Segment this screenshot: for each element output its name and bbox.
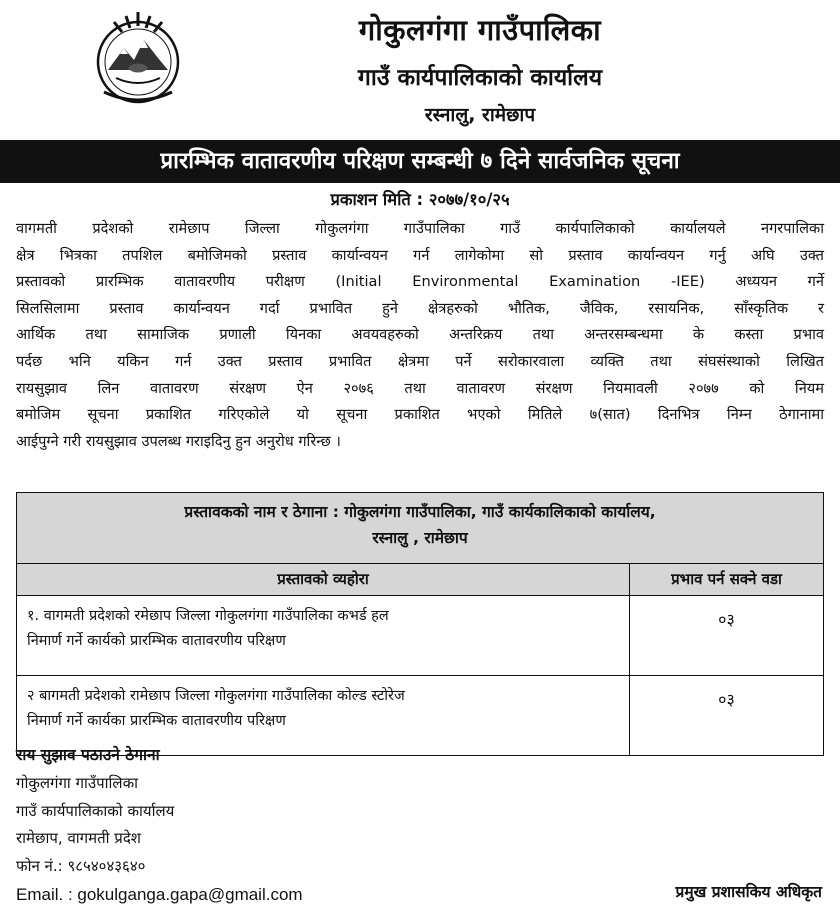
body-line: रायसुझाव लिन वातावरण संरक्षण ऐन २०७६ तथा वातावरण संरक्षण नियमावली २०७७ को नियम	[16, 379, 824, 397]
column-header-ward: प्रभाव पर्न सक्ने वडा	[671, 570, 782, 588]
body-line: क्षेत्र भित्रका तपशिल बमोजिमको प्रस्ताव कार्यान्वयन गर्न लागेकोमा सो प्रस्ताव कार्यान्वयन गर्नु अघि उक्त	[16, 246, 824, 264]
subject-line: निमार्ण गर्ने कार्यका प्रारम्भिक वातावरणीय परिक्षण	[27, 713, 286, 729]
body-line: प्रस्तावको प्रारम्भिक वातावरणीय परीक्षण (Initial Environmental Examination -IEE) अध्ययन गर्ने	[16, 273, 824, 291]
contact-phone: फोन नं.: ९८५४०४३६४०	[16, 857, 146, 876]
body-line: वागमती प्रदेशको रामेछाप जिल्ला गोकुलगंगा गाउँपालिका गाउँ कार्यपालिकाको कार्यालयले नगरपालिका	[16, 220, 824, 237]
subject-line: २ बागमती प्रदेशको रामेछाप जिल्ला गोकुलगंगा गाउँपालिका कोल्ड स्टोरेज	[27, 688, 405, 704]
office-location: रस्नालु, रामेछाप	[424, 104, 536, 126]
notice-body	[16, 216, 824, 455]
contact-email: Email. : gokulganga.gapa@gmail.com	[16, 884, 303, 904]
municipality-name: गोकुलगंगा गाउँपालिका	[358, 13, 602, 47]
contact-address-block	[16, 742, 303, 909]
contact-title: राय सुझाव पठाउने ठेगाना	[16, 746, 160, 764]
body-line: पर्दछ भनि यकिन गर्न उक्त प्रस्ताव प्रभावित क्षेत्रमा पर्ने सरोकारवाला व्यक्ति तथा संघसंस्थाको लिखित	[16, 352, 824, 370]
contact-line: गाउँ कार्यपालिकाको कार्यालय	[16, 801, 175, 820]
body-line: सिलसिलामा प्रस्ताव कार्यान्वयन गर्दा प्रभावित हुने क्षेत्रहरुको भौतिक, जैविक, रसायनिक, साँस्कृतिक र	[16, 299, 824, 317]
proposer-line: रस्नालु , रामेछाप	[372, 529, 468, 547]
body-line: आर्थिक तथा सामाजिक प्रणाली यिनका अवयवहरुको अन्तरिक्रय तथा अन्तरसम्बन्धमा के कस्ता प्रभाव	[16, 326, 824, 344]
body-line: आईपुग्ने गरी रायसुझाव उपलब्ध गराइदिनु हुन अनुरोध गरिन्छ ।	[16, 432, 341, 450]
proposal-subject	[17, 596, 630, 675]
proposer-line: प्रस्तावकको नाम र ठेगाना : गोकुलगंगा गाउँपालिका, गाउँ कार्यकालिकाको कार्यालय,	[184, 503, 656, 521]
table-row	[17, 596, 823, 676]
office-name: गाउँ कार्यपालिकाको कार्यालय	[357, 65, 603, 91]
subject-line: १. वागमती प्रदेशको रमेछाप जिल्ला गोकुलगंगा गाउँपालिका कभर्ड हल	[27, 608, 389, 624]
affected-ward: ०३	[718, 690, 735, 709]
notice-title-banner: प्रारम्भिक वातावरणीय परिक्षण सम्बन्धी ७ दिने सार्वजनिक सूचना	[0, 140, 840, 183]
affected-ward: ०३	[718, 610, 735, 629]
contact-line: गोकुलगंगा गाउँपालिका	[16, 773, 138, 792]
proposer-header	[17, 493, 823, 564]
table-header-row	[17, 564, 823, 596]
signatory-title: प्रमुख प्रशासकिय अधिकृत	[675, 883, 822, 901]
subject-line: निमार्ण गर्ने कार्यको प्रारम्भिक वातावरणीय परिक्षण	[27, 633, 286, 649]
contact-line: रामेछाप, वागमती प्रदेश	[16, 829, 141, 848]
nepal-government-emblem-icon	[86, 8, 190, 106]
column-header-subject: प्रस्तावको व्यहोरा	[17, 564, 630, 595]
proposal-table	[16, 492, 824, 756]
body-line: बमोजिम सूचना प्रकाशित गरिएकोले यो सूचना प्रकाशित भएको मितिले ७(सात) दिनभित्र निम्न ठेगानामा	[16, 406, 824, 424]
publication-date: प्रकाशन मिति : २०७७/१०/२५	[330, 190, 510, 209]
